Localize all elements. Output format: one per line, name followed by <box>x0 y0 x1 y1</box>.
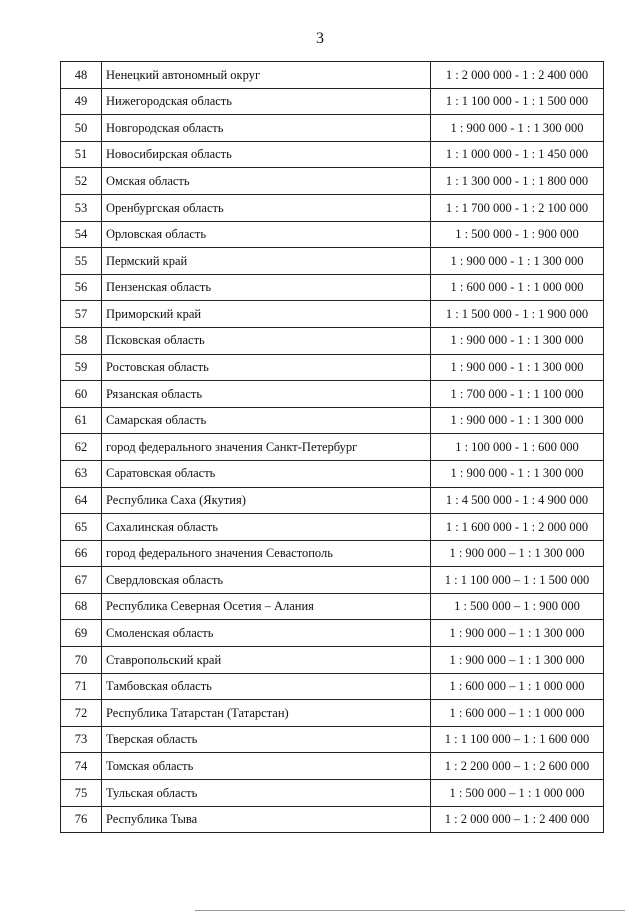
table-row <box>61 168 604 195</box>
scale-range: 1 : 1 500 000 - 1 : 1 900 000 <box>431 301 604 328</box>
region-name: Рязанская область <box>102 381 431 408</box>
table-row <box>61 540 604 567</box>
table-row <box>61 194 604 221</box>
region-name: Оренбургская область <box>102 194 431 221</box>
region-name: Нижегородская область <box>102 88 431 115</box>
region-name: Республика Северная Осетия – Алания <box>102 593 431 620</box>
row-number: 76 <box>61 806 102 833</box>
region-name: Омская область <box>102 168 431 195</box>
scale-range: 1 : 900 000 - 1 : 1 300 000 <box>431 248 604 275</box>
scale-range: 1 : 100 000 - 1 : 600 000 <box>431 434 604 461</box>
table-row <box>61 514 604 541</box>
row-number: 56 <box>61 274 102 301</box>
table-row <box>61 248 604 275</box>
scale-range: 1 : 1 000 000 - 1 : 1 450 000 <box>431 141 604 168</box>
region-name: Приморский край <box>102 301 431 328</box>
region-name: Республика Тыва <box>102 806 431 833</box>
bottom-edge-line <box>195 910 625 911</box>
table-row <box>61 221 604 248</box>
table-row <box>61 726 604 753</box>
scale-range: 1 : 600 000 - 1 : 1 000 000 <box>431 274 604 301</box>
table-row <box>61 487 604 514</box>
row-number: 75 <box>61 780 102 807</box>
table-row <box>61 327 604 354</box>
scale-range: 1 : 4 500 000 - 1 : 4 900 000 <box>431 487 604 514</box>
scale-range: 1 : 1 600 000 - 1 : 2 000 000 <box>431 514 604 541</box>
table-row <box>61 407 604 434</box>
table-row <box>61 62 604 89</box>
region-name: Псковская область <box>102 327 431 354</box>
region-name: Тверская область <box>102 726 431 753</box>
row-number: 72 <box>61 700 102 727</box>
row-number: 63 <box>61 460 102 487</box>
scale-range: 1 : 500 000 – 1 : 1 000 000 <box>431 780 604 807</box>
table-row <box>61 115 604 142</box>
row-number: 73 <box>61 726 102 753</box>
region-name: Ростовская область <box>102 354 431 381</box>
scale-range: 1 : 900 000 - 1 : 1 300 000 <box>431 407 604 434</box>
table-row <box>61 673 604 700</box>
scale-range: 1 : 900 000 - 1 : 1 300 000 <box>431 115 604 142</box>
row-number: 69 <box>61 620 102 647</box>
region-name: город федерального значения Севастополь <box>102 540 431 567</box>
table-body <box>61 62 604 833</box>
region-name: Новосибирская область <box>102 141 431 168</box>
scale-range: 1 : 2 200 000 – 1 : 2 600 000 <box>431 753 604 780</box>
row-number: 65 <box>61 514 102 541</box>
table-row <box>61 593 604 620</box>
page-number: 3 <box>316 30 324 47</box>
table-row <box>61 301 604 328</box>
scale-range: 1 : 900 000 - 1 : 1 300 000 <box>431 327 604 354</box>
table-row <box>61 274 604 301</box>
scale-range: 1 : 1 100 000 - 1 : 1 500 000 <box>431 88 604 115</box>
row-number: 60 <box>61 381 102 408</box>
table-row <box>61 780 604 807</box>
region-name: Орловская область <box>102 221 431 248</box>
scale-range: 1 : 2 000 000 – 1 : 2 400 000 <box>431 806 604 833</box>
region-name: Саратовская область <box>102 460 431 487</box>
scale-range: 1 : 900 000 – 1 : 1 300 000 <box>431 647 604 674</box>
table-row <box>61 647 604 674</box>
scale-range: 1 : 900 000 - 1 : 1 300 000 <box>431 354 604 381</box>
row-number: 62 <box>61 434 102 461</box>
region-name: Томская область <box>102 753 431 780</box>
region-name: Пензенская область <box>102 274 431 301</box>
row-number: 51 <box>61 141 102 168</box>
row-number: 52 <box>61 168 102 195</box>
row-number: 54 <box>61 221 102 248</box>
region-name: Республика Татарстан (Татарстан) <box>102 700 431 727</box>
scale-range: 1 : 700 000 - 1 : 1 100 000 <box>431 381 604 408</box>
scale-range: 1 : 1 700 000 - 1 : 2 100 000 <box>431 194 604 221</box>
scale-range: 1 : 900 000 – 1 : 1 300 000 <box>431 540 604 567</box>
table-row <box>61 434 604 461</box>
row-number: 61 <box>61 407 102 434</box>
scale-range: 1 : 600 000 – 1 : 1 000 000 <box>431 673 604 700</box>
region-name: город федерального значения Санкт-Петербург <box>102 434 431 461</box>
scale-range: 1 : 1 300 000 - 1 : 1 800 000 <box>431 168 604 195</box>
row-number: 74 <box>61 753 102 780</box>
region-name: Самарская область <box>102 407 431 434</box>
row-number: 53 <box>61 194 102 221</box>
region-name: Сахалинская область <box>102 514 431 541</box>
scale-range: 1 : 900 000 - 1 : 1 300 000 <box>431 460 604 487</box>
regions-scale-table <box>60 61 604 833</box>
row-number: 64 <box>61 487 102 514</box>
scale-range: 1 : 2 000 000 - 1 : 2 400 000 <box>431 62 604 89</box>
table-row <box>61 700 604 727</box>
table-row <box>61 806 604 833</box>
row-number: 48 <box>61 62 102 89</box>
region-name: Свердловская область <box>102 567 431 594</box>
table-row <box>61 753 604 780</box>
region-name: Республика Саха (Якутия) <box>102 487 431 514</box>
table-row <box>61 381 604 408</box>
table-row <box>61 567 604 594</box>
row-number: 50 <box>61 115 102 142</box>
row-number: 59 <box>61 354 102 381</box>
region-name: Тульская область <box>102 780 431 807</box>
table-row <box>61 88 604 115</box>
row-number: 71 <box>61 673 102 700</box>
row-number: 68 <box>61 593 102 620</box>
scale-range: 1 : 1 100 000 – 1 : 1 600 000 <box>431 726 604 753</box>
scale-range: 1 : 900 000 – 1 : 1 300 000 <box>431 620 604 647</box>
row-number: 58 <box>61 327 102 354</box>
scale-range: 1 : 500 000 – 1 : 900 000 <box>431 593 604 620</box>
region-name: Ненецкий автономный округ <box>102 62 431 89</box>
table-row <box>61 354 604 381</box>
row-number: 70 <box>61 647 102 674</box>
row-number: 67 <box>61 567 102 594</box>
region-name: Новгородская область <box>102 115 431 142</box>
region-name: Смоленская область <box>102 620 431 647</box>
region-name: Тамбовская область <box>102 673 431 700</box>
table-row <box>61 141 604 168</box>
scale-range: 1 : 500 000 - 1 : 900 000 <box>431 221 604 248</box>
row-number: 57 <box>61 301 102 328</box>
row-number: 55 <box>61 248 102 275</box>
table-row <box>61 460 604 487</box>
scale-range: 1 : 600 000 – 1 : 1 000 000 <box>431 700 604 727</box>
region-name: Ставропольский край <box>102 647 431 674</box>
table-row <box>61 620 604 647</box>
region-name: Пермский край <box>102 248 431 275</box>
scale-range: 1 : 1 100 000 – 1 : 1 500 000 <box>431 567 604 594</box>
row-number: 66 <box>61 540 102 567</box>
row-number: 49 <box>61 88 102 115</box>
